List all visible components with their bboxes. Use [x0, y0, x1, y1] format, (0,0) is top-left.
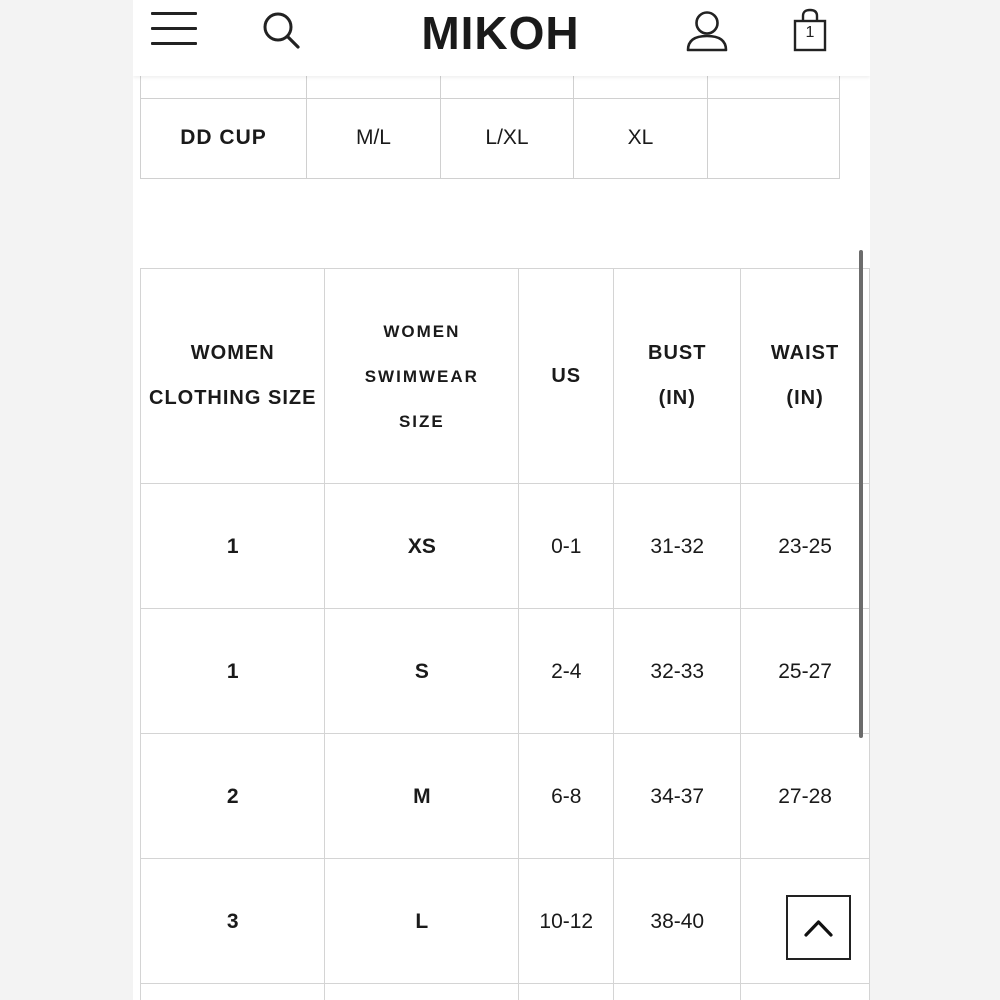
table-cell: 25-27	[741, 609, 870, 734]
table-cell: 34-37	[614, 734, 741, 859]
size-chart-table	[140, 268, 870, 1000]
table-cell: 1	[141, 609, 325, 734]
table-cell: L	[325, 859, 519, 984]
table-cell	[708, 98, 840, 178]
table-cell: XS	[325, 484, 519, 609]
table-cell: M	[325, 734, 519, 859]
column-header: WAIST (IN)	[741, 269, 870, 484]
table-cell: 27-28	[741, 734, 870, 859]
right-backdrop	[870, 0, 1000, 1000]
table-cell: S	[325, 609, 519, 734]
table-cell: 2-4	[519, 609, 614, 734]
column-header: WOMEN SWIMWEAR SIZE	[325, 269, 519, 484]
table-row	[141, 609, 870, 734]
table-cell: 6-8	[519, 734, 614, 859]
table-row	[141, 484, 870, 609]
account-icon[interactable]	[685, 10, 729, 52]
left-backdrop	[0, 0, 133, 1000]
scrollbar[interactable]	[859, 250, 863, 738]
table-row	[141, 859, 870, 984]
table-cell: XL	[574, 98, 708, 178]
table-header-row	[141, 269, 870, 484]
cart-count-badge: 1	[805, 24, 815, 41]
chevron-up-icon	[788, 897, 849, 958]
table-cell: 10-12	[519, 859, 614, 984]
table-cell: 0-1	[519, 484, 614, 609]
table-cell: 2	[141, 734, 325, 859]
table-cell: 1	[141, 484, 325, 609]
table-cell: 3	[141, 859, 325, 984]
table-cell: L/XL	[441, 98, 574, 178]
column-header: WOMEN CLOTHING SIZE	[141, 269, 325, 484]
menu-icon[interactable]	[151, 12, 197, 46]
cup-row-label: DD CUP	[141, 98, 307, 178]
table-cell: 23-25	[741, 484, 870, 609]
table-cell: 32-33	[614, 609, 741, 734]
table-cell: M/L	[307, 98, 441, 178]
column-header: US	[519, 269, 614, 484]
site-logo[interactable]: MIKOH	[421, 7, 580, 59]
table-cell: 31-32	[614, 484, 741, 609]
table-row	[141, 98, 840, 178]
site-header	[133, 0, 870, 76]
table-row	[141, 984, 870, 1000]
table-row	[141, 734, 870, 859]
column-header: BUST (IN)	[614, 269, 741, 484]
table-row	[141, 76, 840, 98]
cup-size-table	[140, 76, 840, 179]
shopping-bag-button[interactable]	[792, 8, 828, 52]
search-icon[interactable]	[261, 10, 301, 50]
page-viewport	[133, 0, 870, 1000]
table-cell: 38-40	[614, 859, 741, 984]
back-to-top-button[interactable]	[786, 895, 851, 960]
